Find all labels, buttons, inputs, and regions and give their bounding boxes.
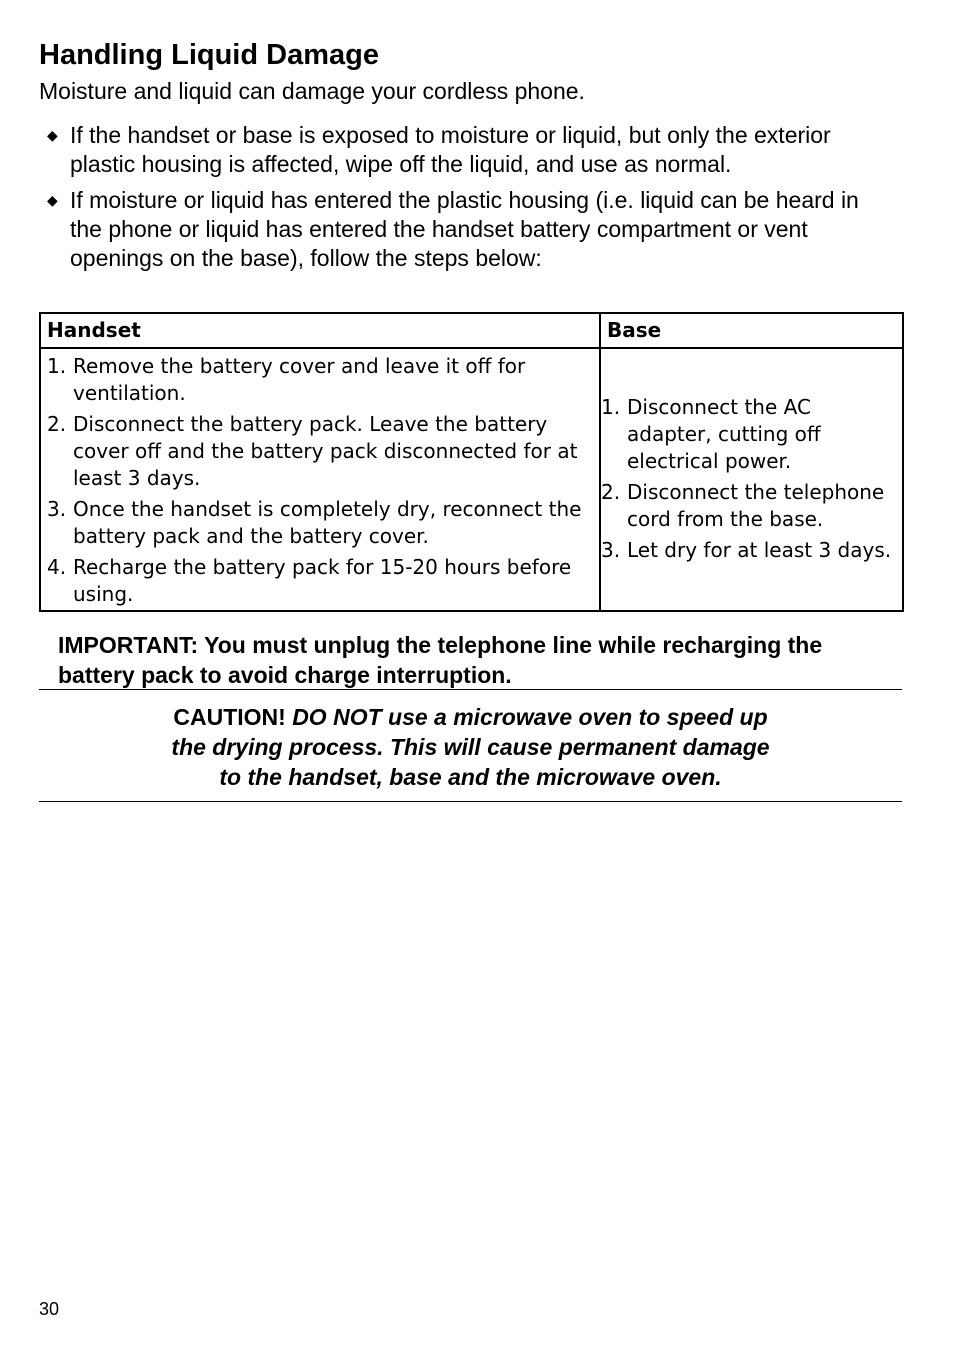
bullet-text: If moisture or liquid has entered the plastic housing (i.e. liquid can be heard in the phone or liquid has entered the handset battery compartment or vent openings on the base), follow the steps below: — [70, 187, 859, 271]
step-number: 2. — [47, 412, 67, 436]
step-number: 3. — [601, 537, 621, 562]
step-text: Disconnect the AC adapter, cutting off electrical power. — [627, 394, 821, 473]
bullet-text: If the handset or base is exposed to moisture or liquid, but only the exterior plastic housing is affected, wipe off the liquid, and use as normal. — [70, 122, 831, 177]
step-number: 2. — [601, 479, 621, 504]
base-step-list — [601, 394, 900, 564]
handset-step — [47, 353, 593, 407]
handset-step — [47, 554, 593, 608]
page-number: 30 — [39, 1299, 60, 1319]
bullet-list — [39, 121, 869, 280]
base-step — [601, 479, 900, 533]
handset-column-header: Handset — [40, 313, 600, 348]
steps-table — [39, 312, 904, 612]
important-note: IMPORTANT: You must unplug the telephone line while recharging the battery pack to avoid charge interruption. — [58, 632, 823, 688]
page-title: Handling Liquid Damage — [39, 39, 379, 71]
table-header-row — [40, 313, 903, 348]
bullet-item — [39, 121, 869, 179]
step-text: Recharge the battery pack for 15-20 hours before using. — [73, 555, 572, 606]
diamond-bullet-icon: ◆ — [47, 127, 58, 143]
base-column-header: Base — [600, 313, 903, 348]
caution-text: the drying process. This will cause permanent damage — [171, 734, 770, 760]
step-number: 3. — [47, 497, 67, 521]
caution-box — [39, 702, 902, 792]
step-number: 1. — [47, 354, 67, 378]
caution-bottom-divider — [39, 801, 902, 802]
step-number: 1. — [601, 394, 621, 419]
base-step — [601, 394, 900, 475]
base-step — [601, 537, 900, 564]
base-steps-cell — [600, 348, 903, 611]
caution-top-divider — [39, 689, 902, 690]
handset-steps-cell — [40, 348, 600, 611]
step-number: 4. — [47, 555, 67, 579]
handset-step-list — [47, 353, 593, 608]
table-row — [40, 348, 903, 611]
step-text: Once the handset is completely dry, reconnect the battery pack and the battery cover. — [73, 497, 582, 548]
handset-step — [47, 496, 593, 550]
caution-line — [39, 702, 902, 732]
step-text: Disconnect the battery pack. Leave the battery cover off and the battery pack disconnected for at least 3 days. — [73, 412, 578, 490]
step-text: Disconnect the telephone cord from the base. — [627, 479, 885, 531]
diamond-bullet-icon: ◆ — [47, 192, 58, 208]
caution-text: to the handset, base and the microwave oven. — [219, 764, 722, 790]
step-text: Let dry for at least 3 days. — [627, 537, 892, 562]
caution-label: CAUTION! — [173, 704, 286, 730]
intro-text: Moisture and liquid can damage your cordless phone. — [39, 78, 585, 104]
caution-text: DO NOT use a microwave oven to speed up — [292, 704, 768, 730]
bullet-item — [39, 186, 869, 273]
handset-step — [47, 411, 593, 492]
step-text: Remove the battery cover and leave it off for ventilation. — [73, 354, 526, 405]
